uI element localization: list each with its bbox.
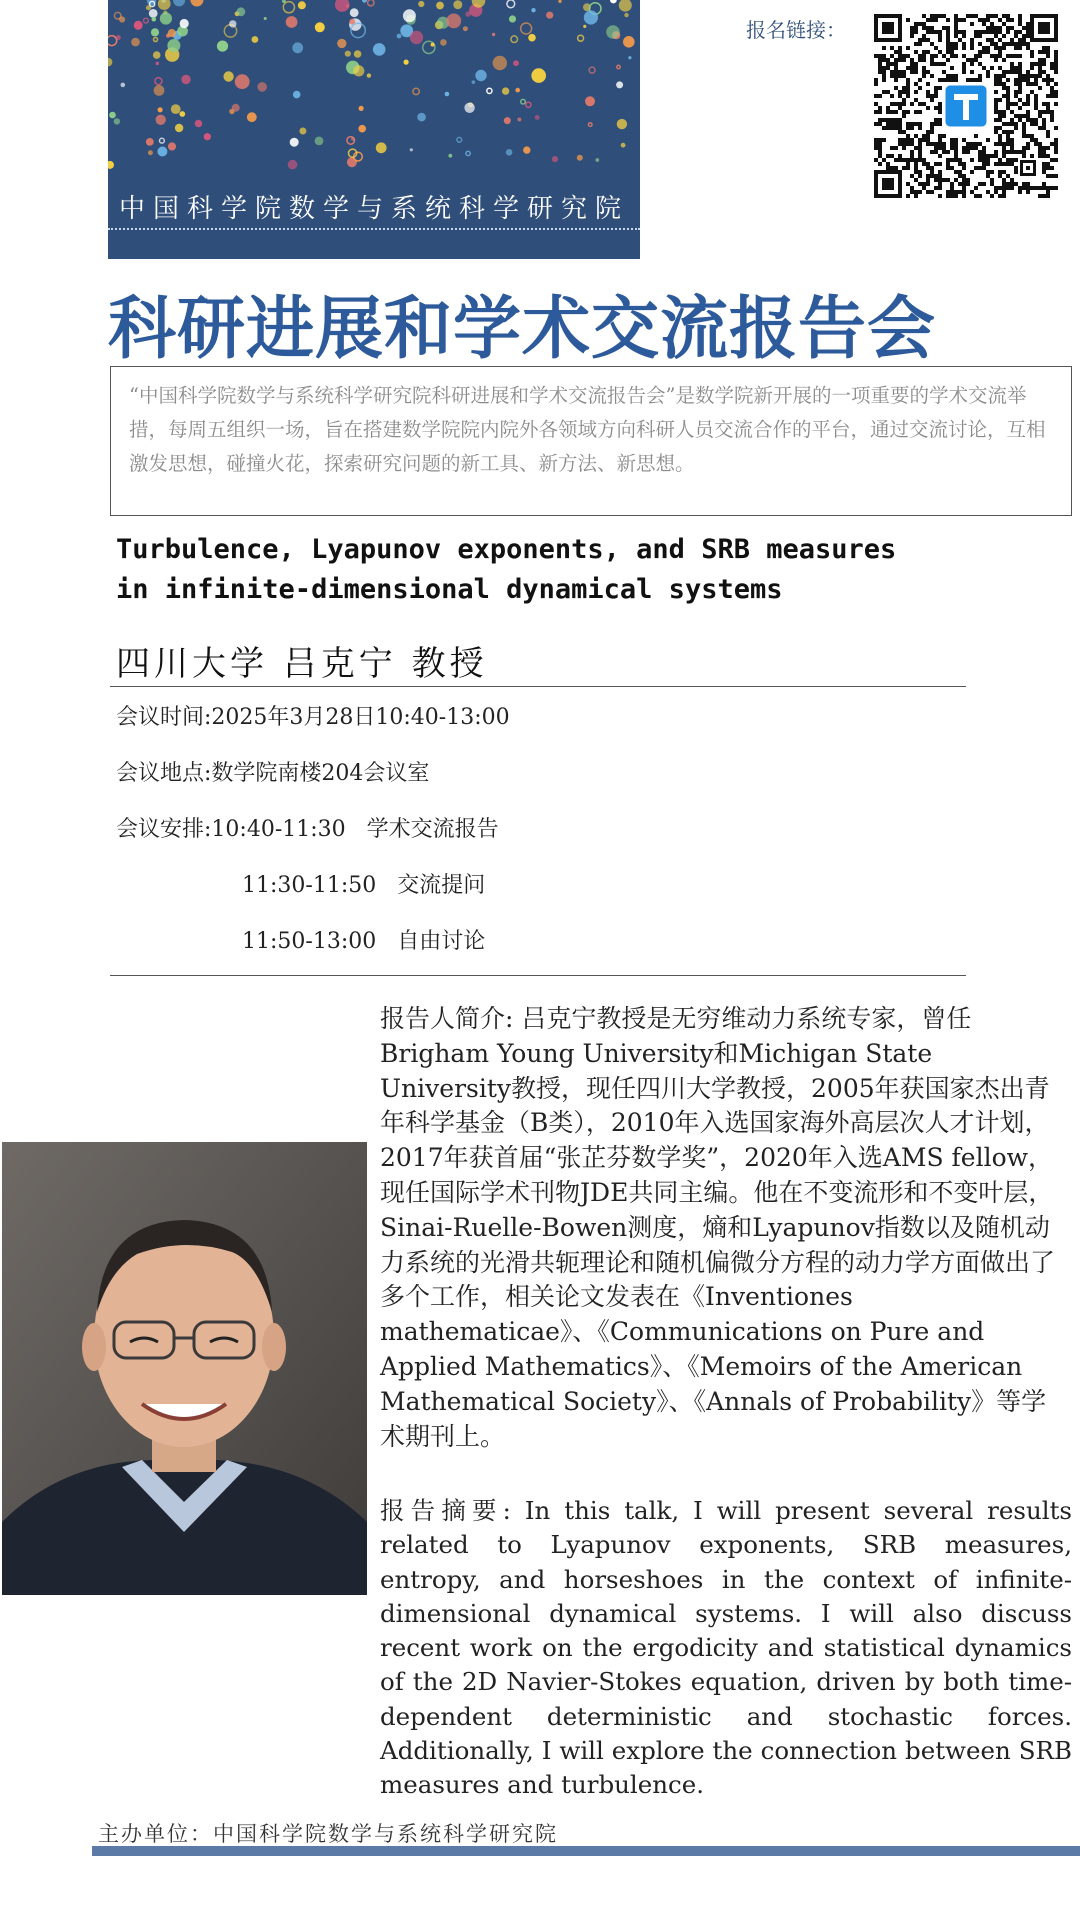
registration-label: 报名链接： xyxy=(746,18,846,42)
meeting-schedule-3: 11:50-13:00 自由讨论 xyxy=(242,929,486,954)
dotted-divider xyxy=(108,228,640,230)
divider-bottom xyxy=(110,975,966,976)
meeting-location: 会议地点:数学院南楼204会议室 xyxy=(116,761,430,786)
talk-title xyxy=(116,530,1076,610)
intro-box xyxy=(110,366,1072,516)
intro-text: “中国科学院数学与系统科学研究院科研进展和学术交流报告会”是数学院新开展的一项重要的学术交流举措，每周五组织一场，旨在搭建数学院院内院外各领域方向科研人员交流合作的平台，通过交流讨论，互相激发思想，碰撞火花，探索研究问题的新工具、新方法、新思想。 xyxy=(129,384,1046,475)
speaker-name: 四川大学 吕克宁 教授 xyxy=(116,644,488,684)
talk-title-line-1: Turbulence, Lyapunov exponents, and SRB measures xyxy=(116,534,897,565)
institute-name: 中国科学院数学与系统科学研究院 xyxy=(118,194,629,224)
t-logo-icon xyxy=(944,84,988,128)
speaker-bio xyxy=(380,1002,1065,1454)
divider-top xyxy=(110,686,966,687)
speaker-photo xyxy=(2,1142,367,1595)
footer-bar xyxy=(92,1846,1080,1856)
page-title: 科研进展和学术交流报告会 xyxy=(108,290,937,369)
bio-text: 报告人简介: 吕克宁教授是无穷维动力系统专家，曾任Brigham Young University和Michigan State University教授，现任四川大学教授，2005年获国家杰出青年科学基金（B类），2010年入选国家海外高层次人才计划，2017年获首届“张芷芬数学奖”，2020年入选AMS fellow，现任国际学术刊物JDE共同主编。他在不变流形和不变叶层，Sinai-Ruelle-Bowen测度，熵和Lyapunov指数以及随机动力系统的光滑共轭理论和随机偏微分方程的动力学方面做出了多个工作，相关论文发表在《Inventiones mathematicae》、《Communications on Pure and Applied Mathematics》、《Memoirs of the American Mathematical Society》、《Annals of Probability》等学术期刊上。 xyxy=(380,1004,1056,1451)
talk-title-line-2: in infinite-dimensional dynamical systems xyxy=(116,574,783,605)
meeting-schedule-1: 会议安排:10:40-11:30 学术交流报告 xyxy=(116,817,499,842)
qr-code-icon[interactable] xyxy=(872,12,1060,200)
organizer-text: 主办单位：中国科学院数学与系统科学研究院 xyxy=(98,1822,558,1846)
meeting-time: 会议时间:2025年3月28日10:40-13:00 xyxy=(116,705,510,730)
talk-abstract: 报告摘要: In this talk, I will present several results related to Lyapunov exponents, SRB measures, entropy, and horseshoes in the context of infinite-dimensional dynamical systems. I will also discuss recent work on the ergodicity and statistical dynamics of the 2D Navier-Stokes equation, driven by both time-dependent deterministic and stochastic forces. Additionally, I will explore the connection between SRB measures and turbulence. xyxy=(380,1496,1072,1800)
header-banner xyxy=(108,0,640,259)
meeting-schedule-2: 11:30-11:50 交流提问 xyxy=(242,873,486,898)
